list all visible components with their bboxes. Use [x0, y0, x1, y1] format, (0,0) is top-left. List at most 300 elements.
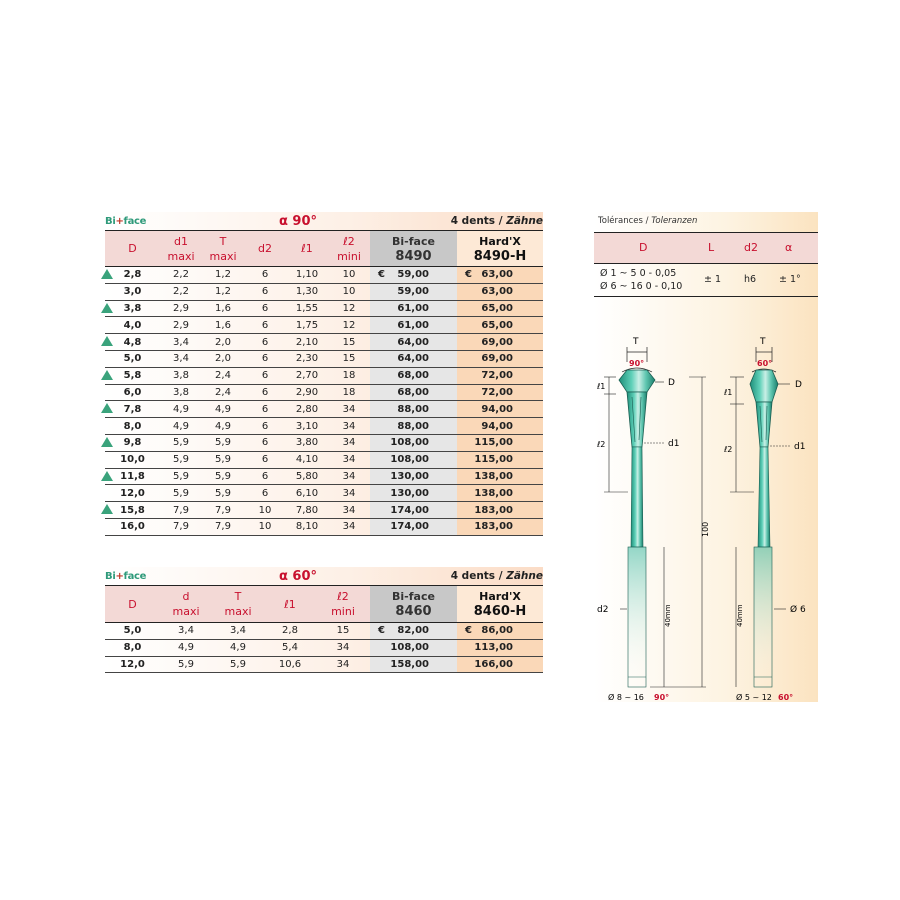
cell-value-T: 2,0: [215, 336, 231, 348]
cell-value-d2: 10: [258, 521, 272, 533]
cell-value-T: 4,9: [215, 403, 231, 415]
cell-value-l2: 34: [342, 454, 356, 466]
cell-l2: [328, 301, 370, 317]
cell-d2: [244, 284, 286, 300]
dim-l2-left: ℓ2: [597, 440, 606, 449]
tol-col-alpha: α: [785, 241, 793, 254]
cell-hx: [457, 452, 543, 468]
cell-d2: [244, 368, 286, 384]
cell-value-hx: 166,00: [474, 658, 513, 670]
cell-value-d1: 2,2: [173, 269, 189, 281]
new-item-marker-icon: [101, 504, 113, 514]
angle-left: 90°: [629, 359, 645, 368]
cell-value-hx: 72,00: [481, 386, 513, 398]
col-biface: Bi-face 8490: [370, 231, 457, 266]
cell-l1: [286, 401, 328, 417]
cell-value-l1: 7,80: [295, 504, 319, 516]
cell-value-hx: 69,00: [481, 353, 513, 365]
cell-value-D: 5,8: [123, 370, 142, 382]
col-hardx: Hard'X 8490-H: [457, 231, 543, 266]
cell-D: [105, 401, 160, 417]
cell-T: [202, 317, 244, 333]
cell-T: [202, 334, 244, 350]
table-header: [105, 231, 543, 267]
cell-value-d: 5,9: [178, 658, 194, 670]
cell-hx: [457, 502, 543, 518]
cell-value-d2: 6: [261, 302, 269, 314]
cell-value-l2: 34: [336, 658, 350, 670]
cell-value-bf: 68,00: [397, 386, 429, 398]
col-l2: ℓ2 mini: [331, 590, 355, 618]
tol-col-L: L: [708, 241, 715, 254]
table-row: [105, 334, 543, 351]
cell-value-d2: 6: [261, 487, 269, 499]
table-row: [105, 452, 543, 469]
table-title-bar: [105, 567, 543, 586]
cell-l1: [286, 267, 328, 283]
cell-hx: [457, 267, 543, 283]
cell-value-d: 4,9: [178, 642, 194, 654]
new-item-marker-icon: [101, 403, 113, 413]
cell-bf: [370, 657, 457, 673]
range-left: Ø 8 ~ 16: [608, 693, 644, 702]
cell-value-bf: 64,00: [397, 336, 429, 348]
table-row: [105, 368, 543, 385]
cell-value-d2: 6: [261, 454, 269, 466]
cell-value-T: 2,0: [215, 353, 231, 365]
cell-value-d2: 6: [261, 403, 269, 415]
cell-value-D: 2,8: [123, 269, 142, 281]
cell-l1: [286, 284, 328, 300]
cell-value-d: 3,4: [178, 625, 194, 637]
cell-value-D: 3,0: [123, 286, 142, 298]
tol-col-d2: d2: [744, 241, 758, 254]
cell-value-T: 4,9: [215, 420, 231, 432]
cell-D: [105, 267, 160, 283]
cell-value-hx: 63,00: [481, 269, 513, 281]
cell-value-l2: 34: [342, 521, 356, 533]
cell-D: [105, 657, 160, 673]
dim-shank-left: 40mm: [664, 604, 672, 627]
cell-value-bf: 174,00: [390, 521, 429, 533]
cell-value-d1: 2,9: [173, 302, 189, 314]
cell-l1: [286, 519, 328, 535]
cell-d1: [160, 385, 202, 401]
col-l2: ℓ2 mini: [337, 234, 361, 263]
cell-value-d1: 5,9: [173, 470, 189, 482]
tolerance-caption: Tolérances / Toleranzen: [598, 216, 698, 226]
table-alpha-90: [105, 212, 543, 536]
cell-value-l1: 4,10: [295, 454, 319, 466]
cell-D: [105, 385, 160, 401]
dim-D-right: D: [795, 380, 802, 390]
cell-d: [160, 640, 212, 656]
cell-value-d2: 6: [261, 336, 269, 348]
cell-value-T: 1,6: [215, 319, 231, 331]
euro-sign: €: [378, 625, 385, 637]
cell-value-hx: 138,00: [474, 470, 513, 482]
cell-value-D: 5,0: [123, 625, 142, 637]
cell-value-d1: 7,9: [173, 521, 189, 533]
cell-hx: [457, 623, 543, 639]
cell-hx: [457, 519, 543, 535]
dim-T-left: T: [633, 337, 639, 347]
cell-d1: [160, 435, 202, 451]
cell-d2: [244, 401, 286, 417]
cell-value-D: 4,0: [123, 319, 142, 331]
cell-bf: [370, 502, 457, 518]
table-row: [105, 519, 543, 536]
cell-value-l2: 34: [342, 470, 356, 482]
teeth-count: 4 dents / Zähne: [450, 570, 543, 582]
cell-l1: [286, 351, 328, 367]
cell-D: [105, 418, 160, 434]
col-T: T maxi: [209, 234, 237, 263]
cell-hx: [457, 469, 543, 485]
cell-l1: [286, 452, 328, 468]
cell-bf: [370, 452, 457, 468]
col-biface: Bi-face 8460: [370, 586, 457, 622]
cell-value-l2: 12: [342, 302, 356, 314]
cell-value-T: 7,9: [215, 504, 231, 516]
cell-value-T: 2,4: [215, 370, 231, 382]
cell-bf: [370, 368, 457, 384]
cell-D: [105, 334, 160, 350]
cell-d1: [160, 351, 202, 367]
cell-hx: [457, 368, 543, 384]
cell-value-l1: 1,30: [295, 286, 319, 298]
cell-value-d2: 6: [261, 470, 269, 482]
cell-value-bf: 108,00: [390, 437, 429, 449]
tol-D-range-1: Ø 1 ~ 5 0 - 0,05: [600, 268, 677, 279]
cell-D: [105, 640, 160, 656]
dim-d1-right: d1: [794, 442, 806, 452]
cell-d2: [244, 418, 286, 434]
cell-T: [212, 640, 264, 656]
cell-bf: [370, 469, 457, 485]
cell-d1: [160, 267, 202, 283]
cell-D: [105, 368, 160, 384]
table-row: [105, 351, 543, 368]
cell-value-bf: 68,00: [397, 370, 429, 382]
cell-T: [202, 485, 244, 501]
cell-value-l2: 34: [342, 420, 356, 432]
euro-sign: €: [465, 625, 472, 637]
cell-value-D: 8,0: [123, 420, 142, 432]
cell-d1: [160, 469, 202, 485]
col-d2: d2: [258, 242, 272, 255]
tool-left-90: [596, 337, 710, 702]
cell-value-d1: 5,9: [173, 487, 189, 499]
cell-bf: [370, 401, 457, 417]
tool-drawing: [594, 322, 818, 702]
new-item-marker-icon: [101, 370, 113, 380]
cell-value-hx: 69,00: [481, 336, 513, 348]
biface-logo: Bi+face: [105, 215, 147, 227]
cell-d2: [244, 469, 286, 485]
cell-value-bf: 88,00: [397, 420, 429, 432]
cell-l1: [286, 418, 328, 434]
cell-value-D: 16,0: [120, 521, 145, 533]
cell-l2: [328, 317, 370, 333]
cell-value-l1: 1,75: [295, 319, 319, 331]
cell-value-bf: 174,00: [390, 504, 429, 516]
angle-title: α 90°: [278, 213, 318, 229]
table-row: [105, 317, 543, 334]
cell-hx: [457, 351, 543, 367]
cell-l2: [328, 368, 370, 384]
cell-value-D: 11,8: [120, 470, 145, 482]
cell-d2: [244, 385, 286, 401]
cell-value-d1: 4,9: [173, 420, 189, 432]
cell-value-l2: 10: [342, 286, 356, 298]
cell-value-hx: 63,00: [481, 286, 513, 298]
cell-l1: [286, 469, 328, 485]
cell-value-hx: 65,00: [481, 302, 513, 314]
cell-value-d2: 6: [261, 370, 269, 382]
cell-D: [105, 485, 160, 501]
table-body: [105, 267, 543, 536]
cell-hx: [457, 334, 543, 350]
cell-l2: [328, 435, 370, 451]
cell-value-hx: 138,00: [474, 487, 513, 499]
cell-l2: [316, 640, 370, 656]
cell-value-T: 1,2: [215, 286, 231, 298]
table-row: [105, 502, 543, 519]
table-row: [105, 284, 543, 301]
cell-value-l1: 5,80: [295, 470, 319, 482]
cell-l2: [328, 485, 370, 501]
cell-bf: [370, 301, 457, 317]
cell-d2: [244, 502, 286, 518]
range-right: Ø 5 ~ 12: [736, 693, 772, 702]
cell-d1: [160, 519, 202, 535]
cell-value-D: 8,0: [123, 642, 142, 654]
cell-d2: [244, 267, 286, 283]
col-hardx: Hard'X 8460-H: [457, 586, 543, 622]
cell-d1: [160, 485, 202, 501]
cell-T: [202, 435, 244, 451]
cell-value-hx: 72,00: [481, 370, 513, 382]
table-header: [105, 586, 543, 623]
col-l1: ℓ1: [301, 242, 313, 255]
cell-value-l1: 2,10: [295, 336, 319, 348]
cell-d1: [160, 401, 202, 417]
cell-l2: [316, 623, 370, 639]
cell-T: [202, 267, 244, 283]
cell-value-l1: 3,80: [295, 437, 319, 449]
cell-D: [105, 502, 160, 518]
cell-value-l1: 1,10: [295, 269, 319, 281]
cell-D: [105, 469, 160, 485]
cell-d2: [244, 351, 286, 367]
cell-l1: [286, 301, 328, 317]
cell-value-l2: 34: [336, 642, 350, 654]
cell-value-D: 4,8: [123, 336, 142, 348]
cell-hx: [457, 301, 543, 317]
table-row: [105, 623, 543, 640]
cell-l2: [328, 284, 370, 300]
cell-bf: [370, 418, 457, 434]
cell-D: [105, 301, 160, 317]
cell-value-d2: 6: [261, 319, 269, 331]
range-angle-left: 90°: [654, 693, 670, 702]
cell-value-hx: 183,00: [474, 504, 513, 516]
cell-value-d2: 6: [261, 386, 269, 398]
cell-value-l2: 10: [342, 269, 356, 281]
cell-value-D: 15,8: [120, 504, 145, 516]
cell-value-T: 5,9: [215, 470, 231, 482]
cell-D: [105, 317, 160, 333]
cell-l2: [328, 385, 370, 401]
tolerance-header: [594, 232, 818, 264]
cell-value-l2: 34: [342, 437, 356, 449]
cell-value-T: 3,4: [230, 625, 246, 637]
cell-hx: [457, 435, 543, 451]
col-D: D: [128, 597, 137, 611]
cell-T: [212, 623, 264, 639]
cell-value-l1: 1,55: [295, 302, 319, 314]
new-item-marker-icon: [101, 437, 113, 447]
cell-value-bf: 59,00: [397, 286, 429, 298]
table-row: [105, 401, 543, 418]
angle-right: 60°: [757, 359, 773, 368]
cell-value-hx: 94,00: [481, 420, 513, 432]
cell-value-l1: 8,10: [295, 521, 319, 533]
tol-d2: h6: [744, 274, 757, 285]
cell-value-d1: 3,4: [173, 336, 189, 348]
cell-l1: [286, 368, 328, 384]
cell-value-T: 4,9: [230, 642, 246, 654]
cell-value-hx: 86,00: [481, 625, 513, 637]
cell-T: [202, 469, 244, 485]
cell-hx: [457, 640, 543, 656]
cell-value-l2: 34: [342, 504, 356, 516]
cell-value-l1: 3,10: [295, 420, 319, 432]
cell-value-l2: 15: [336, 625, 350, 637]
cell-hx: [457, 284, 543, 300]
cell-value-d2: 6: [261, 286, 269, 298]
table-row: [105, 485, 543, 502]
cell-l2: [328, 418, 370, 434]
cell-value-bf: 88,00: [397, 403, 429, 415]
cell-D: [105, 351, 160, 367]
cell-D: [105, 452, 160, 468]
cell-d1: [160, 317, 202, 333]
cell-bf: [370, 317, 457, 333]
cell-T: [202, 368, 244, 384]
cell-bf: [370, 640, 457, 656]
cell-value-l2: 18: [342, 370, 356, 382]
angle-title: α 60°: [278, 568, 318, 584]
cell-value-d1: 2,9: [173, 319, 189, 331]
cell-value-l1: 2,8: [282, 625, 298, 637]
new-item-marker-icon: [101, 303, 113, 313]
cell-T: [212, 657, 264, 673]
col-T: T maxi: [224, 590, 252, 618]
cell-value-D: 7,8: [123, 403, 142, 415]
cell-l2: [328, 334, 370, 350]
cell-value-d1: 4,9: [173, 403, 189, 415]
cell-value-T: 5,9: [215, 487, 231, 499]
cell-d1: [160, 418, 202, 434]
col-d1: d1 maxi: [167, 234, 195, 263]
cell-T: [202, 418, 244, 434]
cell-l1: [264, 640, 316, 656]
cell-value-hx: 113,00: [474, 642, 513, 654]
cell-l1: [286, 435, 328, 451]
cell-value-bf: 61,00: [397, 319, 429, 331]
cell-bf: [370, 385, 457, 401]
cell-bf: [370, 284, 457, 300]
cell-value-l1: 2,90: [295, 386, 319, 398]
cell-hx: [457, 418, 543, 434]
tol-col-D: D: [639, 241, 648, 254]
tolerance-row: [594, 266, 818, 297]
cell-value-hx: 115,00: [474, 454, 513, 466]
cell-value-l1: 6,10: [295, 487, 319, 499]
cell-d1: [160, 368, 202, 384]
cell-value-T: 5,9: [215, 454, 231, 466]
cell-T: [202, 502, 244, 518]
cell-d1: [160, 452, 202, 468]
cell-value-l2: 15: [342, 336, 356, 348]
euro-sign: €: [465, 269, 472, 281]
col-d: d maxi: [172, 590, 200, 618]
cell-bf: [370, 435, 457, 451]
cell-bf: [370, 334, 457, 350]
cell-bf: [370, 519, 457, 535]
tol-D-range-2: Ø 6 ~ 16 0 - 0,10: [600, 281, 683, 292]
cell-value-hx: 115,00: [474, 437, 513, 449]
cell-value-bf: 108,00: [390, 454, 429, 466]
dim-T-right: T: [760, 337, 766, 347]
cell-hx: [457, 317, 543, 333]
cell-value-d2: 10: [258, 504, 272, 516]
cell-d: [160, 623, 212, 639]
cell-value-D: 6,0: [123, 386, 142, 398]
cell-value-D: 12,0: [120, 658, 145, 670]
dim-D-left: D: [668, 378, 675, 388]
cell-value-d1: 3,8: [173, 370, 189, 382]
cell-T: [202, 301, 244, 317]
tol-alpha: ± 1°: [779, 274, 801, 285]
cell-value-d2: 6: [261, 437, 269, 449]
cell-hx: [457, 657, 543, 673]
cell-l2: [328, 401, 370, 417]
cell-l1: [286, 317, 328, 333]
cell-value-d2: 6: [261, 353, 269, 365]
cell-value-bf: 130,00: [390, 470, 429, 482]
cell-l1: [264, 623, 316, 639]
cell-value-D: 12,0: [120, 487, 145, 499]
cell-value-d1: 2,2: [173, 286, 189, 298]
cell-value-bf: 158,00: [390, 658, 429, 670]
tol-L: ± 1: [704, 274, 722, 285]
cell-value-l2: 18: [342, 386, 356, 398]
table-row: [105, 385, 543, 402]
dim-d1-left: d1: [668, 439, 680, 449]
col-l1: ℓ1: [284, 597, 296, 611]
dim-l1-right: ℓ1: [724, 388, 733, 397]
new-item-marker-icon: [101, 471, 113, 481]
table-row: [105, 469, 543, 486]
cell-value-l1: 2,30: [295, 353, 319, 365]
cell-T: [202, 452, 244, 468]
cell-D: [105, 435, 160, 451]
cell-d1: [160, 502, 202, 518]
tool-right-60: [723, 337, 806, 702]
